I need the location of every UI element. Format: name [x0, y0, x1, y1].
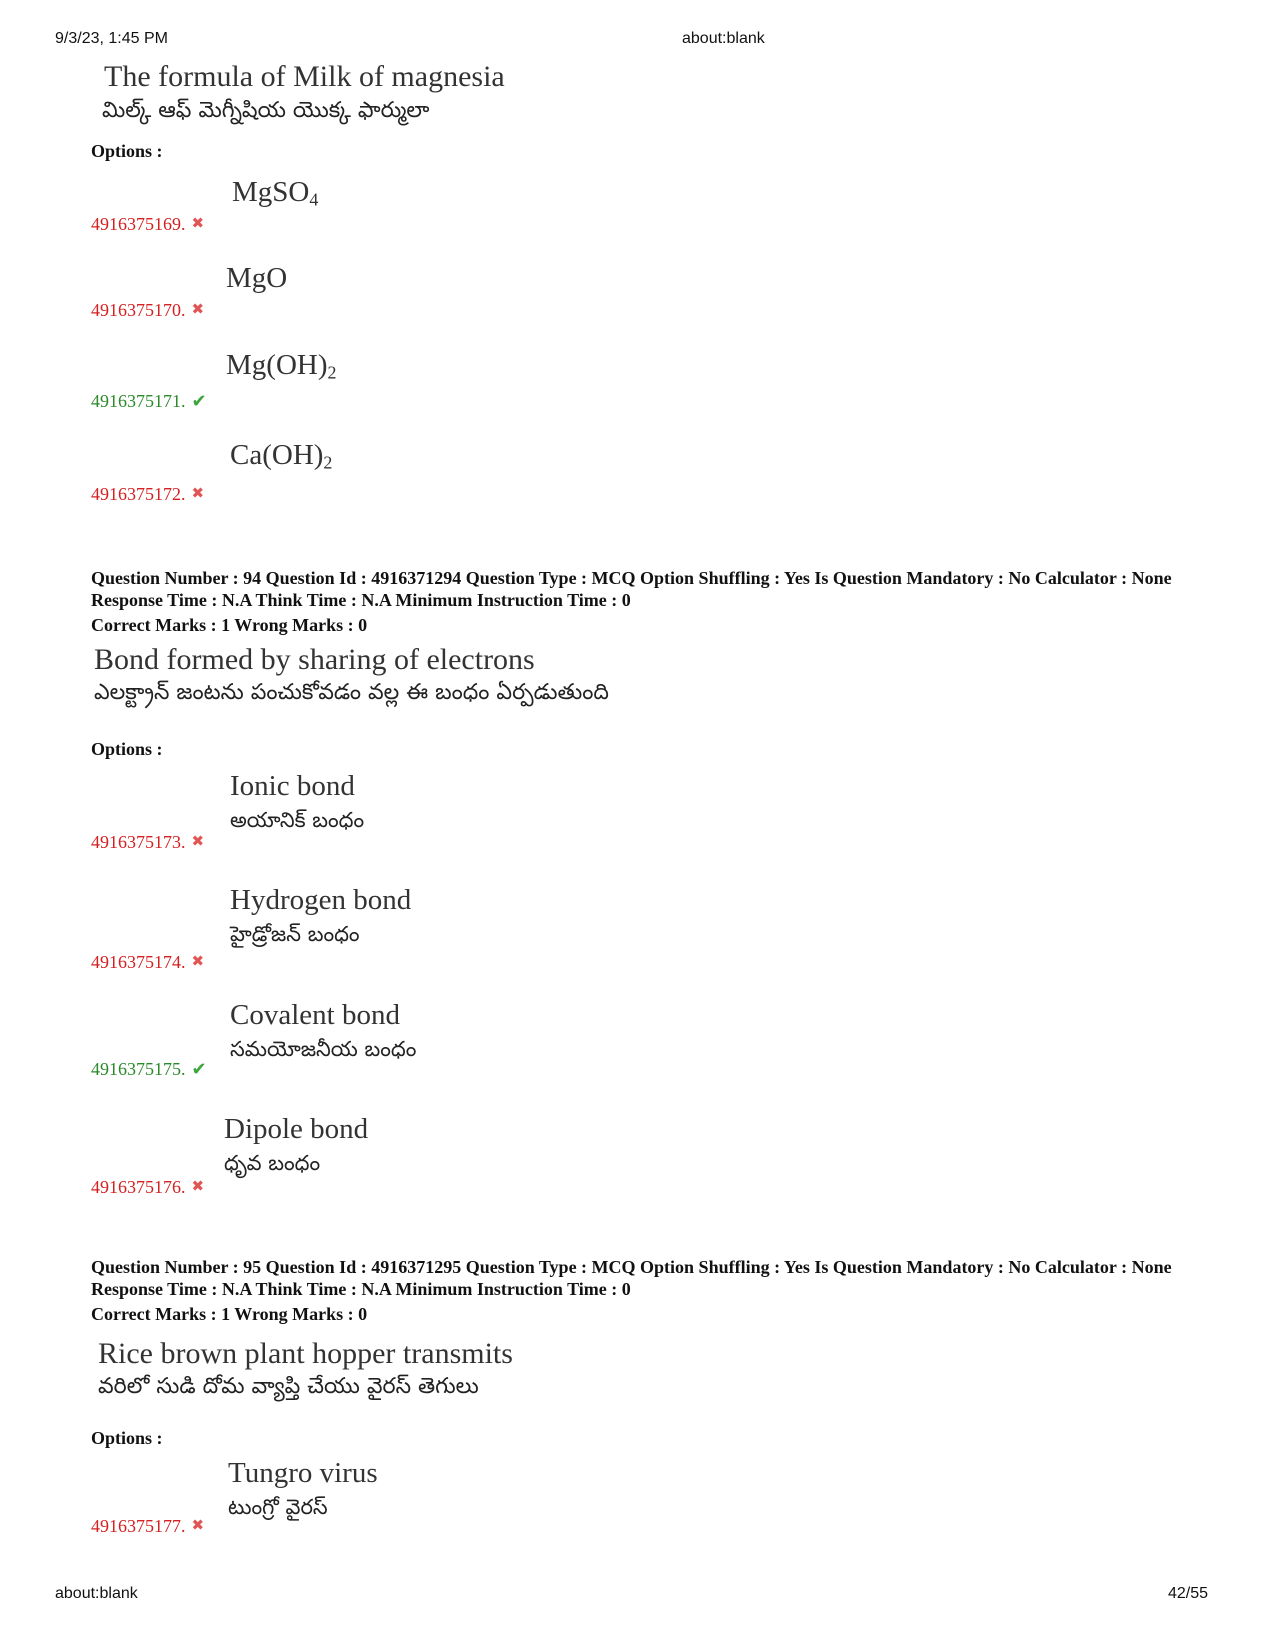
option-id: 4916375169. ✖	[91, 214, 205, 234]
option-text-te: టుంగ్రో వైరస్	[228, 1495, 328, 1519]
option-id: 4916375175. ✔	[91, 1059, 207, 1080]
question-marks: Correct Marks : 1 Wrong Marks : 0	[91, 1304, 368, 1324]
cross-mark-icon: ✖	[191, 952, 205, 970]
option-id: 4916375170. ✖	[91, 300, 205, 320]
cross-mark-icon: ✖	[191, 300, 205, 318]
question-meta: Question Number : 95 Question Id : 4916371295 Question Type : MCQ Option Shuffling : Yes Is Question Mandatory : No Calculator : None Response Time : N.A Think Time : N.A Minimum Instruction Time : 0	[91, 1257, 1172, 1299]
print-datetime: 9/3/23, 1:45 PM	[55, 30, 168, 47]
option-text-te: అయానిక్ బంధం	[230, 808, 365, 832]
option-id: 4916375172. ✖	[91, 484, 205, 504]
question-text-en: The formula of Milk of magnesia	[104, 60, 505, 93]
question-meta: Question Number : 94 Question Id : 4916371294 Question Type : MCQ Option Shuffling : Yes Is Question Mandatory : No Calculator : None Response Time : N.A Think Time : N.A Minimum Instruction Time : 0	[91, 568, 1172, 610]
option-text-en: Dipole bond	[224, 1113, 369, 1145]
question-text-te: ఎలక్ట్రాన్ జంటను పంచుకోవడం వల్ల ఈ బంధం ఏర్పడుతుంది	[94, 680, 609, 705]
option-text: $Ca(OH)_2$	[230, 439, 333, 473]
question-text-en: Bond formed by sharing of electrons	[94, 643, 535, 676]
options-label: Options :	[91, 1428, 163, 1448]
print-url: about:blank	[682, 30, 765, 47]
cross-mark-icon: ✖	[191, 484, 205, 502]
option-text: $Mg(OH)_2$	[226, 349, 337, 383]
option-text-en: Hydrogen bond	[230, 884, 412, 916]
options-label: Options :	[91, 739, 163, 759]
option-id: 4916375177. ✖	[91, 1516, 205, 1536]
option-text: MgSO$_4$	[232, 176, 319, 210]
cross-mark-icon: ✖	[191, 1177, 205, 1195]
footer-url: about:blank	[55, 1585, 138, 1602]
check-mark-icon: ✔	[191, 1059, 207, 1080]
question-marks: Correct Marks : 1 Wrong Marks : 0	[91, 615, 368, 635]
option-id: 4916375174. ✖	[91, 952, 205, 972]
option-text-en: Covalent bond	[230, 999, 400, 1031]
cross-mark-icon: ✖	[191, 832, 205, 850]
option-id: 4916375176. ✖	[91, 1177, 205, 1197]
option-text-te: ధృవ బంధం	[224, 1151, 321, 1175]
question-text-te: వరిలో సుడి దోమ వ్యాప్తి చేయు వైరస్ తెగులు	[98, 1374, 479, 1399]
options-label: Options :	[91, 141, 163, 161]
option-text-te: హైడ్రోజన్ బంధం	[230, 922, 360, 946]
option-id: 4916375173. ✖	[91, 832, 205, 852]
option-text-en: Tungro virus	[228, 1457, 378, 1489]
question-text-te: మిల్క్ ఆఫ్ మెగ్నీషియ యొక్క ఫార్ములా	[102, 98, 430, 123]
cross-mark-icon: ✖	[191, 1516, 205, 1534]
option-text-te: సమయోజనీయ బంధం	[230, 1037, 417, 1061]
option-text-en: Ionic bond	[230, 770, 355, 802]
check-mark-icon: ✔	[191, 391, 207, 412]
question-text-en: Rice brown plant hopper transmits	[98, 1337, 513, 1370]
option-text: MgO	[226, 262, 288, 294]
cross-mark-icon: ✖	[191, 214, 205, 232]
page-number: 42/55	[1168, 1585, 1209, 1602]
option-id: 4916375171. ✔	[91, 391, 207, 412]
